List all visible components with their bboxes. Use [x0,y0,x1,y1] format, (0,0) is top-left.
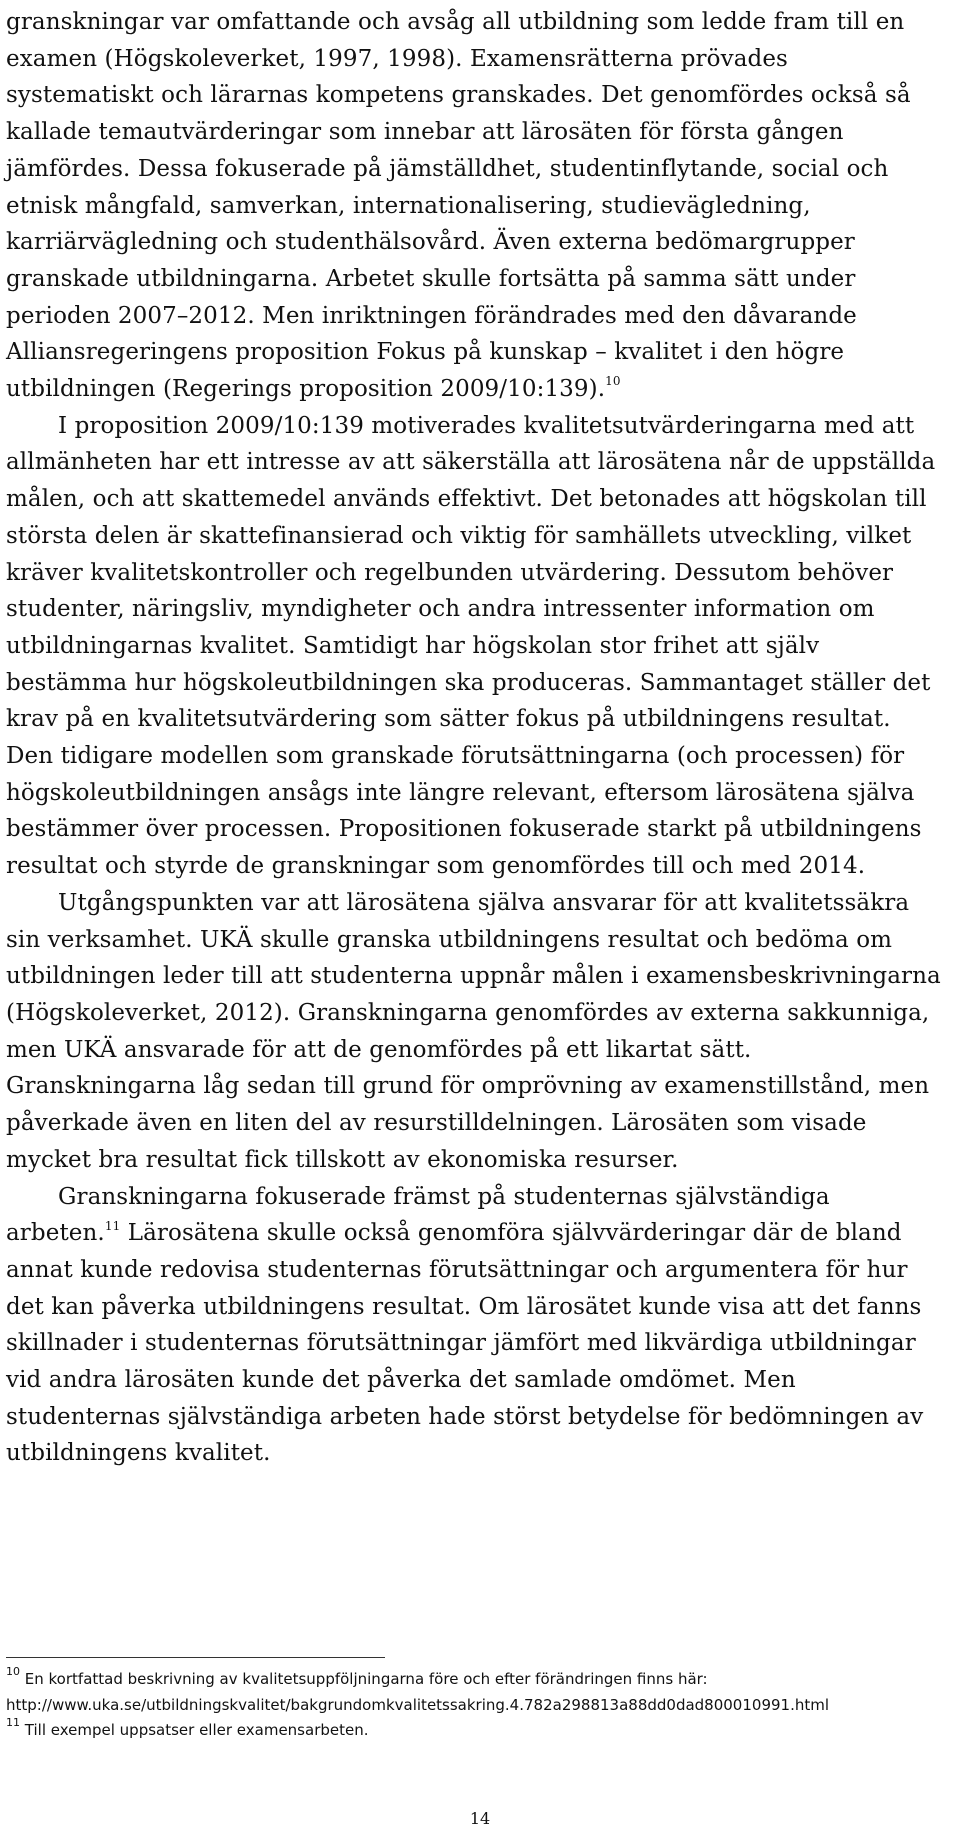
footnote-10 [6,1667,951,1718]
footnote-ref-10[interactable]: 10 [605,374,621,389]
paragraph-2: I proposition 2009/10:139 motiverades kvalitetsutvärderingarna med att allmänheten har ett intresse av att säkerställa att lärosätena når de uppställda målen, och att skattemedel används effektivt. Det betonades att högskolan till största delen är skattefinansierad och viktig för samhällets utveckling, vilket kräver kvalitetskontroller och regelbunden utvärdering. Dessutom behöver studenter, näringsliv, myndigheter och andra intressenter information om utbildningarnas kvalitet. Samtidigt har högskolan stor frihet att själv bestämma hur högskoleutbildningen ska produceras. Sammantaget ställer det krav på en kvalitetsutvärdering som sätter fokus på utbildningens resultat. Den tidigare modellen som granskade förutsättningarna (och processen) för högskoleutbildningen ansågs inte längre relevant, eftersom lärosätena själva bestämmer över processen. Propositionen fokuserade starkt på utbildningens resultat och styrde de granskningar som genomfördes till och med 2014. [6,412,936,880]
footnote-number: 10 [6,1665,20,1678]
footnote-text: En kortfattad beskrivning av kvalitetsuppföljningarna före och efter förändringen finns här: [24,1670,708,1688]
footnote-separator [6,1657,385,1658]
paragraph-4-text-a: Granskningarna fokuserade främst på studenternas självständiga arbeten. [6,1183,830,1247]
footnote-text: Till exempel uppsatser eller examensarbeten. [24,1721,369,1739]
footnote-11 [6,1718,951,1744]
paragraph-1-text: granskningar var omfattande och avsåg all utbildning som ledde fram till en examen (Högskoleverket, 1997, 1998). Examensrätterna prövades systematiskt och lärarnas kompetens granskades. Det genomfördes också så kallade temautvärderingar som innebar att lärosäten för första gången jämfördes. Dessa fokuserade på jämställdhet, studentinflytande, social och etnisk mångfald, samverkan, internationalisering, studievägledning, karriärvägledning och studenthälsovård. Även externa bedömargrupper granskade utbildningarna. Arbetet skulle fortsätta på samma sätt under perioden 2007–2012. Men inriktningen förändrades med den dåvarande Alliansregeringens proposition Fokus på kunskap – kvalitet i den högre utbildningen (Regerings proposition 2009/10:139). [6,9,911,403]
footnote-link[interactable]: http://www.uka.se/utbildningskvalitet/bakgrundomkvalitetssakring.4.782a298813a88dd0dad800010991.html [6,1695,830,1714]
footnote-ref-11[interactable]: 11 [104,1218,121,1233]
paragraph-4 [6,1179,941,1473]
paragraph-3: Utgångspunkten var att lärosätena själva ansvarar för att kvalitetssäkra sin verksamhet. UKÄ skulle granska utbildningens resultat och bedöma om utbildningen leder till att studenterna uppnår målen i examensbeskrivningarna (Högskoleverket, 2012). Granskningarna genomfördes av externa sakkunniga, men UKÄ ansvarade för att de genomfördes på ett likartat sätt. Granskningarna låg sedan till grund för omprövning av examenstillstånd, men påverkade även en liten del av resurstilldelningen. Lärosäten som visade mycket bra resultat fick tillskott av ekonomiska resurser. [6,889,941,1173]
body-text [6,4,941,1472]
page-number: 14 [469,1809,491,1828]
footnote-number: 11 [6,1716,20,1729]
paragraph-4-text-b: Lärosätena skulle också genomföra självvärderingar där de bland annat kunde redovisa studenternas förutsättningar och argumentera för hur det kan påverka utbildningens resultat. Om lärosätet kunde visa att det fanns skillnader i studenternas förutsättningar jämfört med likvärdiga utbildningar vid andra lärosäten kunde det påverka det samlade omdömet. Men studenternas självständiga arbeten hade störst betydelse för bedömningen av utbildningens kvalitet. [6,1220,924,1467]
paragraph-1 [6,4,941,408]
footnotes [6,1667,951,1744]
